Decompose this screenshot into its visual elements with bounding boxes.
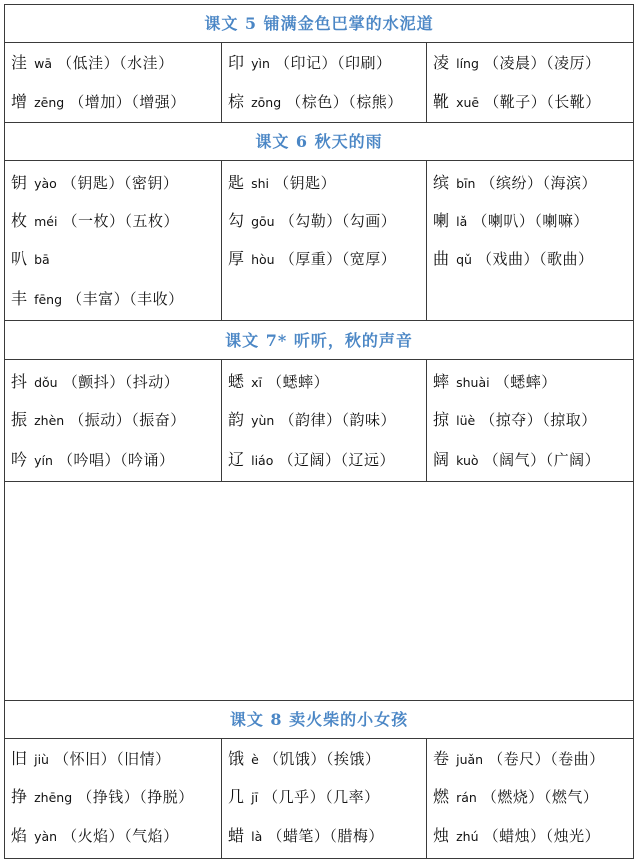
vocab-words: （缤纷）（海滨） <box>480 174 598 192</box>
vocab-pinyin: hòu <box>251 252 275 267</box>
lesson6-col-3 <box>426 161 635 320</box>
vocab-char: 几 <box>228 787 245 806</box>
vocab-char: 匙 <box>228 173 245 192</box>
vocab-words: （厚重）（宽厚） <box>279 250 397 268</box>
lesson6-col-2 <box>221 161 426 320</box>
vocab-pinyin: qǔ <box>456 252 472 267</box>
vocab-row <box>433 446 633 474</box>
vocab-row <box>433 245 633 273</box>
vocab-row <box>433 822 633 850</box>
vocab-words: （低洼）（水洼） <box>57 54 174 72</box>
vocab-pinyin: rán <box>456 790 477 805</box>
lesson7-col-2 <box>221 360 426 481</box>
vocab-char: 振 <box>11 410 28 429</box>
vocab-words: （棕色）（棕熊） <box>286 93 403 111</box>
vocab-words: （掠夺）（掠取） <box>480 411 597 429</box>
vocab-row <box>11 245 219 273</box>
vocab-pinyin: lǎ <box>456 214 468 229</box>
vocab-row <box>11 169 219 197</box>
lesson8-col-2 <box>221 739 426 858</box>
vocab-words: （辽阔）（辽远） <box>278 451 395 469</box>
lesson5-col-3 <box>426 43 635 122</box>
lesson6-grid <box>5 161 633 321</box>
vocab-pinyin: juǎn <box>456 752 484 767</box>
vocab-row <box>433 745 633 773</box>
vocab-char: 凌 <box>433 53 450 72</box>
vocab-char: 蜡 <box>228 826 245 845</box>
vocab-words: （怀旧）（旧情） <box>54 750 171 768</box>
vocab-char: 蟋 <box>228 372 245 391</box>
vocab-pinyin: zōng <box>251 95 282 110</box>
vocab-pinyin: liáo <box>251 453 274 468</box>
vocab-row <box>433 207 633 235</box>
vocab-char: 焰 <box>11 826 28 845</box>
vocab-words: （振动）（振奋） <box>69 411 186 429</box>
vocab-pinyin: gōu <box>251 214 275 229</box>
vocab-char: 棕 <box>228 92 245 111</box>
vocab-char: 叭 <box>11 249 28 268</box>
vocab-row <box>11 207 219 235</box>
vocab-row <box>11 745 219 773</box>
vocab-pinyin: yàn <box>34 829 58 844</box>
vocab-row <box>11 49 219 77</box>
vocab-char: 丰 <box>11 289 28 308</box>
vocab-char: 燃 <box>433 787 450 806</box>
vocab-pinyin: jiù <box>34 752 49 767</box>
vocab-row <box>228 88 424 116</box>
vocab-row <box>228 822 424 850</box>
vocab-char: 枚 <box>11 211 28 230</box>
vocab-char: 掠 <box>433 410 450 429</box>
vocab-pinyin: shuài <box>456 375 490 390</box>
vocab-pinyin: zēng <box>34 95 65 110</box>
vocab-words: （几乎）（几率） <box>263 788 380 806</box>
vocab-words: （钥匙） <box>274 174 337 192</box>
vocab-char: 蟀 <box>433 372 450 391</box>
vocab-words: （印记）（印刷） <box>274 54 392 72</box>
vocab-pinyin: è <box>251 752 259 767</box>
lesson7-title: 课文 7* 听听，秋的声音 <box>5 321 633 360</box>
vocab-pinyin: zhèn <box>34 413 65 428</box>
vocab-row <box>228 783 424 811</box>
lesson8-col-3 <box>426 739 635 858</box>
vocab-pinyin: xī <box>251 375 262 390</box>
vocabulary-sheet <box>4 4 634 859</box>
vocab-words: （饥饿）（挨饿） <box>263 750 381 768</box>
vocab-row <box>433 49 633 77</box>
lesson7-col-1 <box>5 360 221 481</box>
vocab-char: 增 <box>11 92 28 111</box>
vocab-pinyin: zhēng <box>34 790 73 805</box>
vocab-row <box>433 406 633 434</box>
vocab-words: （蟋蟀） <box>494 373 557 391</box>
lesson6-col-1 <box>5 161 221 320</box>
vocab-row <box>11 783 219 811</box>
vocab-words: （增加）（增强） <box>69 93 186 111</box>
vocab-row <box>433 88 633 116</box>
vocab-char: 阔 <box>433 450 450 469</box>
vocab-char: 辽 <box>228 450 245 469</box>
vocab-char: 勾 <box>228 211 245 230</box>
vocab-char: 烛 <box>433 826 450 845</box>
vocab-char: 印 <box>228 53 245 72</box>
vocab-pinyin: yín <box>34 453 53 468</box>
vocab-row <box>433 169 633 197</box>
vocab-words: （吟唱）（吟诵） <box>57 451 175 469</box>
vocab-words: （丰富）（丰收） <box>67 290 184 308</box>
lesson8-title: 课文 8 卖火柴的小女孩 <box>5 701 633 739</box>
vocab-words: （靴子）（长靴） <box>484 93 601 111</box>
vocab-words: （挣钱）（挣脱） <box>77 788 194 806</box>
vocab-row <box>228 368 424 396</box>
vocab-char: 喇 <box>433 211 450 230</box>
lesson5-col-1 <box>5 43 221 122</box>
vocab-pinyin: shi <box>251 176 270 191</box>
vocab-words: （阔气）（广阔） <box>483 451 601 469</box>
vocab-pinyin: jī <box>251 790 259 805</box>
vocab-words: （凌晨）（凌厉） <box>484 54 601 72</box>
vocab-row <box>433 783 633 811</box>
vocab-char: 靴 <box>433 92 450 111</box>
vocab-row <box>228 207 424 235</box>
vocab-pinyin: líng <box>456 56 479 71</box>
vocab-pinyin: bīn <box>456 176 476 191</box>
vocab-words: （蜡笔）（腊梅） <box>267 827 384 845</box>
vocab-pinyin: kuò <box>456 453 479 468</box>
lesson5-grid <box>5 43 633 123</box>
vocab-row <box>228 245 424 273</box>
vocab-words: （一枚）（五枚） <box>62 212 180 230</box>
vocab-row <box>228 745 424 773</box>
vocab-pinyin: yào <box>34 176 57 191</box>
vocab-char: 厚 <box>228 249 245 268</box>
vocab-char: 卷 <box>433 749 450 768</box>
vocab-char: 钥 <box>11 173 28 192</box>
vocab-words: （戏曲）（歌曲） <box>477 250 594 268</box>
vocab-words: （火焰）（气焰） <box>62 827 179 845</box>
vocab-char: 韵 <box>228 410 245 429</box>
vocab-row <box>228 406 424 434</box>
vocab-row <box>228 49 424 77</box>
vocab-pinyin: bā <box>34 252 50 267</box>
vocab-pinyin: là <box>251 829 263 844</box>
vocab-char: 挣 <box>11 787 28 806</box>
vocab-row <box>433 368 633 396</box>
vocab-words: （韵律）（韵味） <box>279 411 396 429</box>
vocab-pinyin: xuē <box>456 95 480 110</box>
vocab-pinyin: yìn <box>251 56 270 71</box>
vocab-words: （蜡烛）（烛光） <box>483 827 601 845</box>
vocab-pinyin: lüè <box>456 413 476 428</box>
vocab-pinyin: yùn <box>251 413 275 428</box>
vocab-char: 饿 <box>228 749 245 768</box>
vocab-row <box>228 446 424 474</box>
vocab-words: （蟋蟀） <box>267 373 330 391</box>
lesson7-col-3 <box>426 360 635 481</box>
vocab-words: （勾勒）（勾画） <box>279 212 397 230</box>
vocab-char: 洼 <box>11 53 28 72</box>
vocab-row <box>11 446 219 474</box>
blank-area <box>5 482 633 701</box>
vocab-char: 曲 <box>433 249 450 268</box>
lesson8-grid <box>5 739 633 858</box>
vocab-row <box>11 406 219 434</box>
vocab-pinyin: fēng <box>34 292 63 307</box>
lesson5-title: 课文 5 铺满金色巴掌的水泥道 <box>5 5 633 43</box>
vocab-row <box>11 88 219 116</box>
vocab-pinyin: zhú <box>456 829 479 844</box>
vocab-pinyin: dǒu <box>34 375 58 390</box>
lesson7-grid <box>5 360 633 482</box>
lesson8-col-1 <box>5 739 221 858</box>
vocab-char: 吟 <box>11 450 28 469</box>
vocab-words: （颤抖）（抖动） <box>62 373 180 391</box>
vocab-char: 旧 <box>11 749 28 768</box>
vocab-words: （卷尺）（卷曲） <box>488 750 605 768</box>
vocab-char: 缤 <box>433 173 450 192</box>
lesson6-title: 课文 6 秋天的雨 <box>5 123 633 161</box>
lesson5-col-2 <box>221 43 426 122</box>
vocab-words: （喇叭）（喇嘛） <box>472 212 589 230</box>
vocab-words: （燃烧）（燃气） <box>481 788 599 806</box>
vocab-pinyin: wā <box>34 56 52 71</box>
vocab-pinyin: méi <box>34 214 58 229</box>
vocab-row <box>228 169 424 197</box>
vocab-char: 抖 <box>11 372 28 391</box>
vocab-row <box>11 822 219 850</box>
vocab-words: （钥匙）（密钥） <box>61 174 179 192</box>
vocab-row <box>11 368 219 396</box>
vocab-row <box>11 285 219 313</box>
